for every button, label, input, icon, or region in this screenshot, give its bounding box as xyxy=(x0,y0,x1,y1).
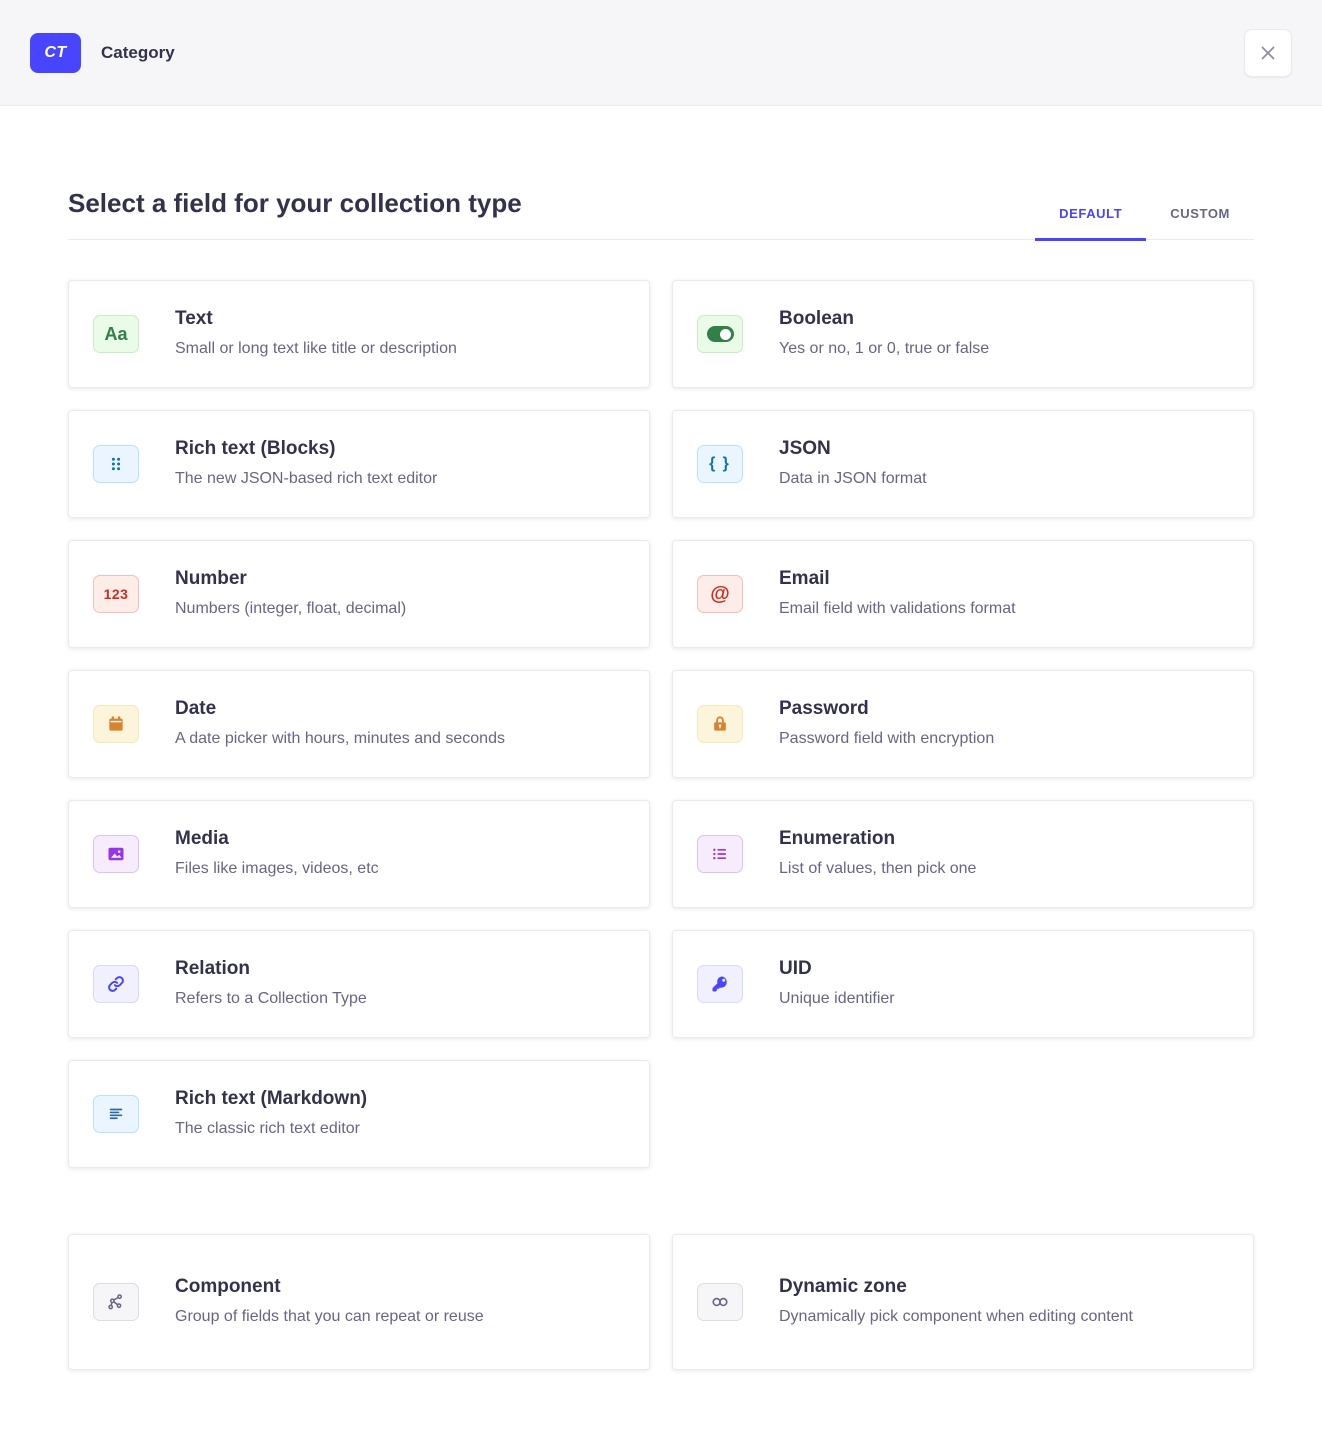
field-card-description: Refers to a Collection Type xyxy=(175,989,367,1007)
modal-body xyxy=(0,188,1322,1410)
field-card-json[interactable] xyxy=(672,410,1254,518)
field-card-description: The new JSON-based rich text editor xyxy=(175,469,438,487)
field-card-title: Relation xyxy=(175,957,250,979)
field-card-description: The classic rich text editor xyxy=(175,1119,360,1137)
field-card-title: UID xyxy=(779,957,812,979)
text-field-icon: Aa xyxy=(93,315,139,353)
number-123-icon: 123 xyxy=(93,575,139,613)
component-nodes-icon xyxy=(93,1283,139,1321)
field-card-description: Yes or no, 1 or 0, true or false xyxy=(779,339,990,357)
calendar-icon xyxy=(93,705,139,743)
field-card-description: Unique identifier xyxy=(779,989,895,1007)
field-card-description: Group of fields that you can repeat or reuse xyxy=(175,1307,484,1325)
field-card-uid[interactable] xyxy=(672,930,1254,1038)
field-card-title: Component xyxy=(175,1275,281,1297)
key-icon xyxy=(697,965,743,1003)
modal-header xyxy=(0,0,1322,106)
field-card-title: Date xyxy=(175,697,217,719)
email-at-icon: @ xyxy=(697,575,743,613)
title-row xyxy=(68,188,1254,240)
field-card-description: Email field with validations format xyxy=(779,599,1016,617)
field-card-description: Small or long text like title or description xyxy=(175,339,457,357)
align-left-icon xyxy=(93,1095,139,1133)
field-card-number[interactable] xyxy=(68,540,650,648)
tab-custom[interactable]: CUSTOM xyxy=(1146,206,1254,239)
boolean-toggle-icon xyxy=(697,315,743,353)
drag-dots-icon xyxy=(93,445,139,483)
field-card-description: Dynamically pick component when editing content xyxy=(779,1307,1133,1325)
tab-default[interactable]: DEFAULT xyxy=(1035,206,1146,239)
field-card-title: Number xyxy=(175,567,247,589)
collection-name-title: Category xyxy=(101,42,175,62)
field-card-password[interactable] xyxy=(672,670,1254,778)
field-card-enumeration[interactable] xyxy=(672,800,1254,908)
bullet-list-icon xyxy=(697,835,743,873)
field-card-text[interactable] xyxy=(68,280,650,388)
field-card-description: A date picker with hours, minutes and seconds xyxy=(175,729,505,747)
field-card-description: Numbers (integer, float, decimal) xyxy=(175,599,407,617)
media-image-icon xyxy=(93,835,139,873)
field-card-description: Data in JSON format xyxy=(779,469,927,487)
json-braces-icon: { } xyxy=(697,445,743,483)
lock-icon xyxy=(697,705,743,743)
field-card-title: Rich text (Markdown) xyxy=(175,1087,368,1109)
field-card-title: Password xyxy=(779,697,869,719)
page-title: Select a field for your collection type xyxy=(68,188,522,218)
field-card-media[interactable] xyxy=(68,800,650,908)
field-card-description: Files like images, videos, etc xyxy=(175,859,379,877)
chain-link-icon xyxy=(93,965,139,1003)
field-card-description: List of values, then pick one xyxy=(779,859,977,877)
field-card-description: Password field with encryption xyxy=(779,729,995,747)
field-card-date[interactable] xyxy=(68,670,650,778)
field-card-title: JSON xyxy=(779,437,831,459)
field-card-email[interactable] xyxy=(672,540,1254,648)
fields-grid xyxy=(68,280,1254,1370)
close-button[interactable] xyxy=(1244,29,1292,77)
field-card-title: Media xyxy=(175,827,229,849)
close-icon xyxy=(1257,42,1279,64)
field-card-richtext-markdown[interactable] xyxy=(68,1060,650,1168)
field-card-title: Dynamic zone xyxy=(779,1275,907,1297)
field-card-relation[interactable] xyxy=(68,930,650,1038)
field-card-richtext-blocks[interactable] xyxy=(68,410,650,518)
field-card-title: Rich text (Blocks) xyxy=(175,437,336,459)
infinity-icon xyxy=(697,1283,743,1321)
collection-type-badge: CT xyxy=(30,33,81,73)
tab-bar xyxy=(1035,206,1254,239)
field-card-title: Enumeration xyxy=(779,827,896,849)
field-card-title: Email xyxy=(779,567,830,589)
field-card-boolean[interactable] xyxy=(672,280,1254,388)
field-card-title: Text xyxy=(175,307,213,329)
field-card-dynamic-zone[interactable] xyxy=(672,1234,1254,1370)
field-card-component[interactable] xyxy=(68,1234,650,1370)
field-card-title: Boolean xyxy=(779,307,854,329)
